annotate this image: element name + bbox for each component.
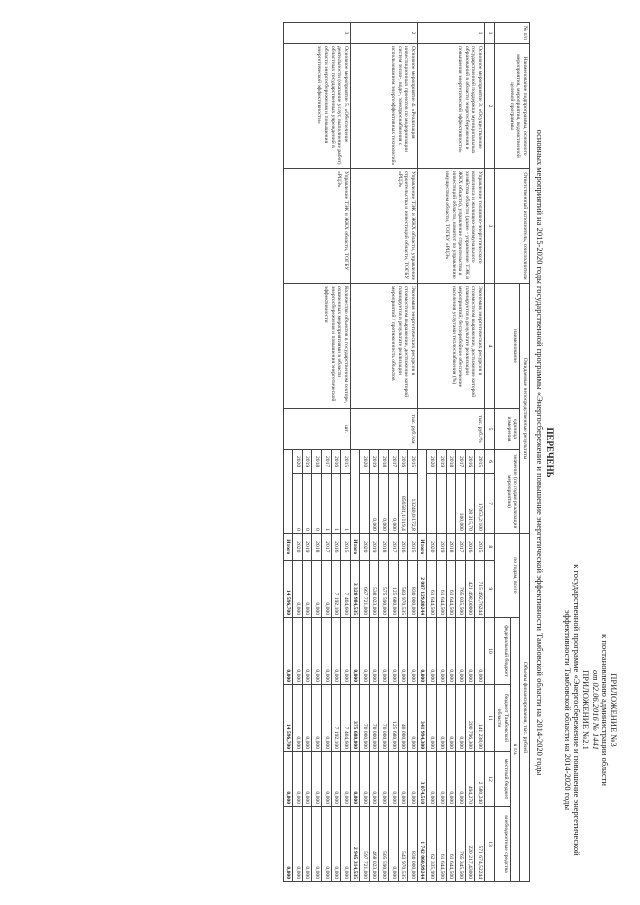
finance-total: 61 644,500 <box>427 560 437 617</box>
program-ref-line2: эффективности Тамбовской области на 2014-2020 годы <box>563 609 573 811</box>
finance-local: 0,000 <box>369 752 379 807</box>
finance-year: 2019 <box>302 533 312 560</box>
result-value: 17053,2/100 <box>475 474 485 534</box>
col-header-result-value: значение (по годам реализации мероприятия) <box>494 450 520 534</box>
finance-federal: 0,000 <box>302 618 312 685</box>
col-header-finance: Объемы финансирования, тыс. рублей <box>520 533 530 881</box>
finance-federal: 0,000 <box>475 618 485 685</box>
finance-regional: 141 238,00 <box>475 685 485 752</box>
result-value: 856581,1/119,4 <box>398 474 408 534</box>
row-result-name: Экономия энергетических ресурсов в стоимостном выражении, достижение которой планируется в результате реализации мероприятий; бесперебойное обеспечение населения услугами теплоснабжения (%) <box>417 284 484 409</box>
col-header-regional: бюджет Тамбовской области <box>494 685 510 752</box>
col-index: 12 <box>485 752 495 807</box>
finance-year: 2015 <box>475 533 485 560</box>
finance-year: 2016 <box>465 533 475 560</box>
finance-year: 2018 <box>379 533 389 560</box>
finance-extra: 830 000,000 <box>408 807 418 882</box>
row-measure-name: Основное мероприятие 3. «Осуществление государственной поддержки муниципальных образований в области энергосбережения и повышения энергетической эффективности» <box>417 44 484 169</box>
col-header-num: № п/п <box>494 23 529 44</box>
finance-regional: 0,000 <box>302 685 312 752</box>
row-result-unit: шт. <box>283 409 350 450</box>
finance-total: 125 680,000 <box>389 560 399 617</box>
finance-local: 0,000 <box>379 752 389 807</box>
finance-federal: 0,000 <box>456 618 466 685</box>
finance-extra: 0,000 <box>341 807 351 882</box>
finance-federal: 0,000 <box>437 618 447 685</box>
finance-extra: 765 345,500 <box>456 807 466 882</box>
finance-regional: 70 000,000 <box>360 685 370 752</box>
program-ref-line1: к государственной программе «Энергосбережение и повышение энергетической <box>572 564 582 856</box>
finance-extra: 0,000 <box>321 807 331 882</box>
result-year: 2015 <box>475 450 485 474</box>
finance-total: 538 023,000 <box>369 560 379 617</box>
finance-year: 2018 <box>312 533 322 560</box>
total-federal: 0,000 <box>350 618 360 685</box>
finance-extra: 0,000 <box>312 807 322 882</box>
finance-year: 2017 <box>456 533 466 560</box>
result-value <box>427 474 437 534</box>
total-federal: 0,000 <box>417 618 427 685</box>
finance-local: 0,000 <box>331 752 341 807</box>
result-year: 2016 <box>465 450 475 474</box>
finance-regional: 0,000 <box>427 685 437 752</box>
col-index: 11 <box>485 685 495 752</box>
finance-local: 0,000 <box>446 752 456 807</box>
finance-federal: 0,000 <box>369 618 379 685</box>
finance-extra: 61 644,500 <box>446 807 456 882</box>
finance-year: 2017 <box>321 533 331 560</box>
finance-total: 0,000 <box>312 560 322 617</box>
finance-local: 0,000 <box>302 752 312 807</box>
finance-year: 2017 <box>389 533 399 560</box>
doc-title: ПЕРЕЧЕНЬ <box>545 427 555 478</box>
finance-total: 61 644,500 <box>446 560 456 617</box>
finance-extra: 571 674,52244 <box>475 807 485 882</box>
finance-federal: 0,000 <box>427 618 437 685</box>
col-index: 7 <box>485 474 495 534</box>
finance-year: 2016 <box>331 533 341 560</box>
finance-local: 0,000 <box>427 752 437 807</box>
result-value: 0,000 <box>379 474 389 534</box>
finance-extra: 0,000 <box>331 807 341 882</box>
result-year: 2019 <box>369 450 379 474</box>
finance-regional: 0,000 <box>321 685 331 752</box>
finance-local: 0,000 <box>312 752 322 807</box>
finance-federal: 0,000 <box>446 618 456 685</box>
result-year: 2015 <box>408 450 418 474</box>
result-value: 1 <box>341 474 351 534</box>
total-local: 3 074,510 <box>417 752 427 807</box>
finance-federal: 0,000 <box>465 618 475 685</box>
row-responsible: Управление топливно-энергетического комплекса и жилищно-коммунального хозяйства области (далее - управление ТЭК и ЖКХ области), управление строительства и инвестиций области, комитет по управлению имуществом области, ТОГБУ «РЦЭ» <box>417 169 484 284</box>
total-extra: 2 945 314,535 <box>350 807 360 882</box>
row-result-name: Количество объектов в государственном секторе, охваченных мероприятиями в области энергосбережения и повышения энергетической эффективности <box>283 284 350 409</box>
finance-extra: 220 217,43000 <box>465 807 475 882</box>
result-value <box>437 474 447 534</box>
finance-year: 2016 <box>398 533 408 560</box>
table-row <box>475 23 485 882</box>
result-year: 2018 <box>312 450 322 474</box>
row-num: 3 <box>283 23 350 44</box>
appendix-2-1-label: ПРИЛОЖЕНИЕ №2.1 <box>581 670 591 750</box>
finance-year: 2015 <box>408 533 418 560</box>
finance-total: 0,000 <box>321 560 331 617</box>
result-value: 0 <box>302 474 312 534</box>
finance-year: 2020 <box>360 533 370 560</box>
finance-extra: 0,000 <box>302 807 312 882</box>
result-year: 2015 <box>341 450 351 474</box>
finance-extra: 468 023,000 <box>369 807 379 882</box>
col-index: 9 <box>485 560 495 617</box>
finance-local: 0,000 <box>456 752 466 807</box>
appendix-3-label: ПРИЛОЖЕНИЕ №3 <box>609 673 619 747</box>
col-index: 8 <box>485 533 495 560</box>
row-num: 2 <box>350 23 417 44</box>
result-year: 2017 <box>389 450 399 474</box>
row-num: 1 <box>417 23 484 44</box>
total-regional: 375 680,000 <box>350 685 360 752</box>
finance-extra: 543 970,535 <box>398 807 408 882</box>
result-value: 1 <box>321 474 331 534</box>
finance-total: 0,000 <box>302 560 312 617</box>
col-index: 4 <box>485 284 495 409</box>
resolution-label: к постановлению администрации области <box>600 634 610 786</box>
total-sum: 14 596,700 <box>283 560 293 617</box>
result-value: 13240,0/172,8 <box>408 474 418 534</box>
result-year: 2019 <box>437 450 447 474</box>
row-measure-name: Основное мероприятие 5. «Обеспечение деятельности (оказание услуг, выполнение работ) областных государственных учреждений в области энергосбережения и повышения энергетической эффективности» <box>283 44 350 169</box>
result-year: 2017 <box>321 450 331 474</box>
result-value: 0,000 <box>369 474 379 534</box>
total-extra: 1 742 060,99244 <box>417 807 427 882</box>
result-year: 2018 <box>379 450 389 474</box>
finance-year: 2019 <box>437 533 447 560</box>
finance-extra: 61 644,500 <box>437 807 447 882</box>
finance-total: 7 192,100 <box>331 560 341 617</box>
result-value <box>360 474 370 534</box>
finance-total: 715 492,76244 <box>475 560 485 617</box>
finance-extra: 505 590,000 <box>379 807 389 882</box>
finance-regional: 0,000 <box>446 685 456 752</box>
col-index: 13 <box>485 807 495 882</box>
finance-regional: 0,000 <box>408 685 418 752</box>
finance-federal: 0,000 <box>321 618 331 685</box>
total-regional: 341 994,300 <box>417 685 427 752</box>
finance-federal: 0,000 <box>341 618 351 685</box>
finance-total: 575 590,000 <box>379 560 389 617</box>
finance-regional: 40 000,000 <box>398 685 408 752</box>
col-index: 10 <box>485 618 495 685</box>
total-empty <box>350 450 360 534</box>
col-index: 1 <box>485 23 495 44</box>
result-year: 2017 <box>456 450 466 474</box>
col-header-local: местный бюджет <box>494 752 510 807</box>
col-index: 3 <box>485 169 495 284</box>
col-header-result-name: наименование <box>494 284 520 409</box>
finance-year: 2020 <box>427 533 437 560</box>
total-regional: 14 596,700 <box>283 685 293 752</box>
finance-local: 0,000 <box>408 752 418 807</box>
finance-extra: 0,000 <box>389 807 399 882</box>
result-value: 0,000 <box>389 474 399 534</box>
measures-table <box>283 22 530 882</box>
total-label: Итого <box>417 533 427 560</box>
result-year: 2018 <box>446 450 456 474</box>
finance-extra: 597 721,000 <box>360 807 370 882</box>
finance-year: 2020 <box>293 533 303 560</box>
finance-federal: 0,000 <box>398 618 408 685</box>
finance-total: 0,000 <box>293 560 303 617</box>
finance-year: 2019 <box>369 533 379 560</box>
finance-regional: 0,000 <box>312 685 322 752</box>
finance-federal: 0,000 <box>360 618 370 685</box>
finance-federal: 0,000 <box>312 618 322 685</box>
finance-total: 7 404,600 <box>341 560 351 617</box>
finance-total: 583 970,535 <box>398 560 408 617</box>
finance-local: 0,000 <box>341 752 351 807</box>
col-index: 2 <box>485 44 495 169</box>
finance-federal: 0,000 <box>379 618 389 685</box>
finance-federal: 0,000 <box>293 618 303 685</box>
result-year: 2020 <box>427 450 437 474</box>
col-header-extra: внебюджетные средства <box>494 807 510 882</box>
col-header-result: Ожидаемые непосредственные результаты <box>520 284 530 534</box>
finance-total: 830 000,000 <box>408 560 418 617</box>
finance-total: 667 721,000 <box>360 560 370 617</box>
finance-extra: 0,000 <box>293 807 303 882</box>
table-row <box>408 23 418 882</box>
finance-federal: 0,000 <box>408 618 418 685</box>
result-value: 0 <box>293 474 303 534</box>
finance-total: 421 498,00000 <box>465 560 475 617</box>
finance-regional: 7 404,600 <box>341 685 351 752</box>
result-year: 2020 <box>360 450 370 474</box>
total-federal: 0,000 <box>283 618 293 685</box>
finance-local: 494,270 <box>465 752 475 807</box>
doc-subtitle: основных мероприятий на 2015-2020 годы государственной программы «Энергосбережение и повышение энергетической эффективности Тамбовской области на 2014-2020 годы <box>535 129 545 776</box>
finance-extra: 62 335,990 <box>427 807 437 882</box>
finance-regional: 0,000 <box>437 685 447 752</box>
total-empty <box>417 450 427 534</box>
finance-year: 2018 <box>446 533 456 560</box>
finance-local: 0,000 <box>437 752 447 807</box>
total-empty <box>283 450 293 534</box>
finance-regional: 70 000,000 <box>369 685 379 752</box>
result-year: 2016 <box>398 450 408 474</box>
result-value: 100,000 <box>456 474 466 534</box>
finance-regional: 125 680,000 <box>389 685 399 752</box>
col-header-federal: федеральный бюджет <box>494 618 510 685</box>
col-header-result-unit: единица измерения <box>494 409 520 450</box>
result-value <box>446 474 456 534</box>
result-value: 1 <box>331 474 341 534</box>
total-sum: 2 087 129,80244 <box>417 560 427 617</box>
row-responsible: Управление ТЭК и ЖКХ области, управление строительства и инвестиций области, ТОГБУ «РЦЭ» <box>350 169 417 284</box>
finance-year: 2015 <box>341 533 351 560</box>
result-year: 2016 <box>331 450 341 474</box>
finance-regional: 70 000,000 <box>379 685 389 752</box>
row-result-unit: тыс. руб./% <box>417 409 484 450</box>
col-header-by-year: по годам, всего <box>494 533 520 617</box>
row-result-unit: тыс. руб./км <box>350 409 417 450</box>
col-index: 6 <box>485 450 495 474</box>
finance-regional: 0,000 <box>456 685 466 752</box>
total-local: 0,000 <box>350 752 360 807</box>
finance-local: 0,000 <box>389 752 399 807</box>
finance-regional: 7 192,100 <box>331 685 341 752</box>
finance-total: 61 644,500 <box>437 560 447 617</box>
total-label: Итого <box>350 533 360 560</box>
finance-local: 0,000 <box>293 752 303 807</box>
header-row <box>520 23 530 882</box>
finance-local: 2 580,240 <box>475 752 485 807</box>
result-value: 0 <box>312 474 322 534</box>
finance-local: 0,000 <box>321 752 331 807</box>
total-extra: 0,000 <box>283 807 293 882</box>
col-header-incl: в т.ч. <box>510 618 520 882</box>
result-year: 2020 <box>293 450 303 474</box>
resolution-date: от 02.06.2016 № 1441 <box>591 669 601 751</box>
col-header-responsible: Ответственный исполнитель, соисполнители <box>494 169 529 284</box>
row-responsible: Управление ТЭК и ЖКХ области, ТОГБУ «РЦЭ» <box>283 169 350 284</box>
total-label: Итого <box>283 533 293 560</box>
column-index-row <box>485 23 495 882</box>
table-row <box>341 23 351 882</box>
finance-federal: 0,000 <box>389 618 399 685</box>
finance-regional: 0,000 <box>293 685 303 752</box>
result-year: 2019 <box>302 450 312 474</box>
finance-regional: 200 796,300 <box>465 685 475 752</box>
finance-local: 0,000 <box>398 752 408 807</box>
row-measure-name: Основное мероприятие 4. «Реализация инвестиционных проектов по модернизации систем тепло-, водо-, электроснабжения с использованием энергоэффективных технологий» <box>350 44 417 169</box>
finance-local: 0,000 <box>360 752 370 807</box>
total-local: 0,000 <box>283 752 293 807</box>
row-result-name: Экономия энергетических ресурсов в стоимостном выражении, достижение которой планируется в результате реализации мероприятий / протяженность объектов <box>350 284 417 409</box>
finance-total: 765 035,500 <box>456 560 466 617</box>
total-sum: 3 320 984,535 <box>350 560 360 617</box>
result-value: 28 315,70 <box>465 474 475 534</box>
col-header-name: Наименование подпрограммы, основного мероприятия, мероприятия, ведомственной целевой программы <box>494 44 529 169</box>
finance-federal: 0,000 <box>331 618 341 685</box>
col-index: 5 <box>485 409 495 450</box>
